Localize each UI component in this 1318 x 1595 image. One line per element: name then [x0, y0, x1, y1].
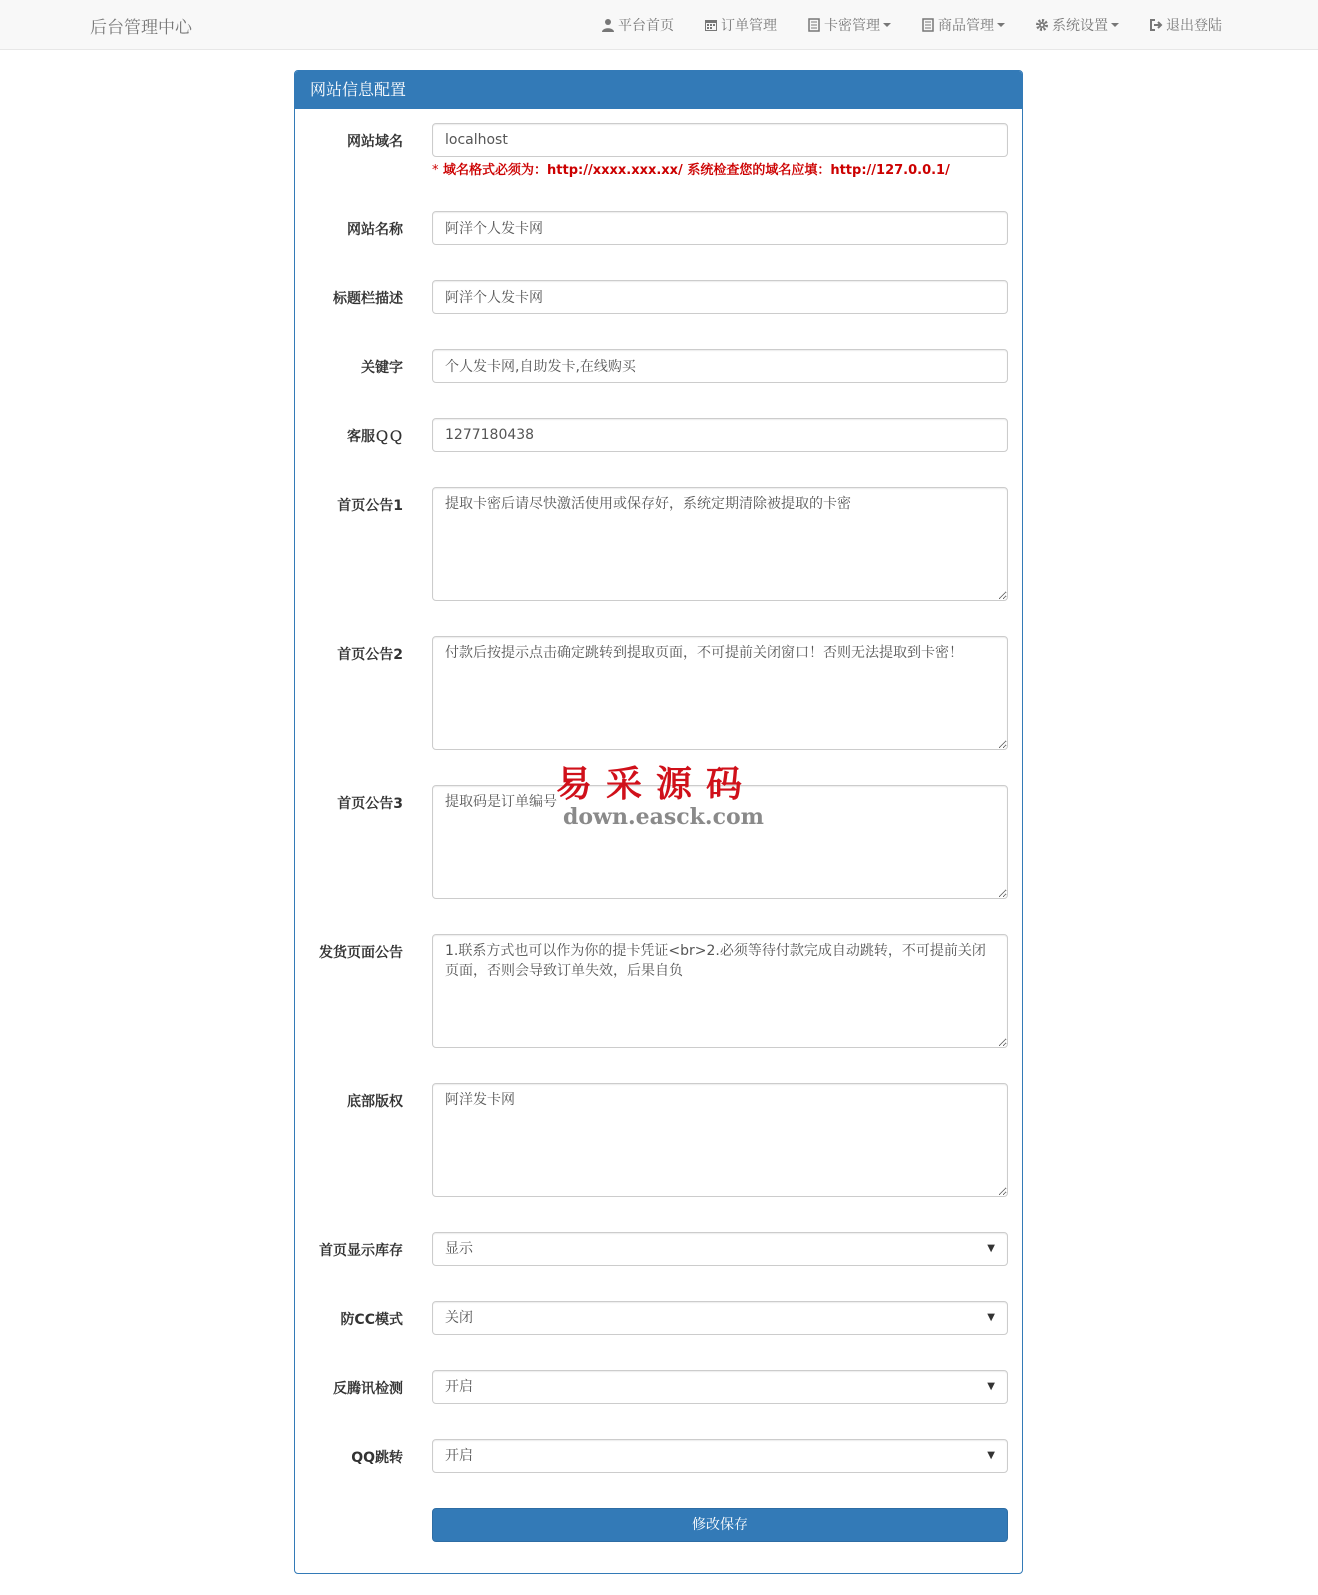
nav-item-settings[interactable] — [1035, 15, 1119, 35]
field-label: 首页公告2 — [337, 647, 403, 663]
nav-item-cards[interactable] — [807, 15, 891, 35]
show-stock-select[interactable] — [432, 1232, 1008, 1266]
watermark-url: down.easck.com — [563, 804, 764, 830]
required-star: * — [432, 163, 439, 178]
notice2-textarea[interactable] — [432, 636, 1008, 750]
watermark-title: 易采源码 — [556, 763, 757, 805]
field-label: 反腾讯检测 — [333, 1381, 403, 1397]
user-icon — [601, 18, 615, 32]
keywords-input[interactable] — [432, 349, 1008, 383]
panel-title: 网站信息配置 — [295, 71, 1022, 109]
list-icon — [807, 18, 821, 32]
calendar-icon — [704, 18, 718, 32]
select-value: 开启 — [445, 1448, 473, 1464]
ship-notice-textarea[interactable] — [432, 934, 1008, 1048]
title-desc-input[interactable] — [432, 280, 1008, 314]
domain-input[interactable] — [432, 123, 1008, 157]
nav-item-label: 系统设置 — [1052, 18, 1108, 34]
anti-tencent-select[interactable] — [432, 1370, 1008, 1404]
nav-item-label: 卡密管理 — [824, 18, 880, 34]
field-label: 首页公告1 — [337, 498, 403, 514]
nav-menu — [571, 0, 1222, 50]
field-label: 防CC模式 — [340, 1312, 403, 1328]
chevron-down-icon — [883, 23, 891, 27]
brand-title[interactable]: 后台管理中心 — [90, 18, 192, 38]
field-label: 网站域名 — [347, 134, 403, 150]
field-label: 底部版权 — [347, 1094, 403, 1110]
save-button[interactable]: 修改保存 — [432, 1508, 1008, 1542]
qq-jump-select[interactable] — [432, 1439, 1008, 1473]
chevron-down-icon: ▼ — [987, 1381, 995, 1392]
nav-item-label: 退出登陆 — [1166, 18, 1222, 34]
field-label: 首页公告3 — [337, 796, 403, 812]
chevron-down-icon — [1111, 23, 1119, 27]
field-label: 发货页面公告 — [319, 945, 403, 961]
domain-hint-text: 域名格式必须为：http://xxxx.xxx.xx/ 系统检查您的域名应填：http://127.0.0.1/ — [443, 163, 950, 178]
field-label: 标题栏描述 — [333, 291, 403, 307]
select-value: 显示 — [445, 1241, 473, 1257]
field-label: 首页显示库存 — [319, 1243, 403, 1259]
logout-icon — [1149, 18, 1163, 32]
field-label: 客服ＱＱ — [347, 429, 403, 445]
chevron-down-icon — [997, 23, 1005, 27]
field-label: 网站名称 — [347, 222, 403, 238]
copyright-textarea[interactable] — [432, 1083, 1008, 1197]
site-name-input[interactable] — [432, 211, 1008, 245]
nav-item-home[interactable] — [601, 15, 674, 35]
top-navbar — [0, 0, 1318, 50]
nav-item-logout[interactable] — [1149, 15, 1222, 35]
nav-item-label: 订单管理 — [721, 18, 777, 34]
list-icon — [921, 18, 935, 32]
domain-hint — [432, 159, 950, 178]
select-value: 开启 — [445, 1379, 473, 1395]
field-label: QQ跳转 — [351, 1450, 403, 1466]
gear-icon — [1035, 18, 1049, 32]
nav-item-orders[interactable] — [704, 15, 777, 35]
field-label: 关键字 — [361, 360, 403, 376]
nav-item-label: 平台首页 — [618, 18, 674, 34]
nav-item-label: 商品管理 — [938, 18, 994, 34]
chevron-down-icon: ▼ — [987, 1312, 995, 1323]
select-value: 关闭 — [445, 1310, 473, 1326]
anti-cc-select[interactable] — [432, 1301, 1008, 1335]
nav-item-products[interactable] — [921, 15, 1005, 35]
chevron-down-icon: ▼ — [987, 1243, 995, 1254]
qq-input[interactable] — [432, 418, 1008, 452]
notice1-textarea[interactable] — [432, 487, 1008, 601]
chevron-down-icon: ▼ — [987, 1450, 995, 1461]
